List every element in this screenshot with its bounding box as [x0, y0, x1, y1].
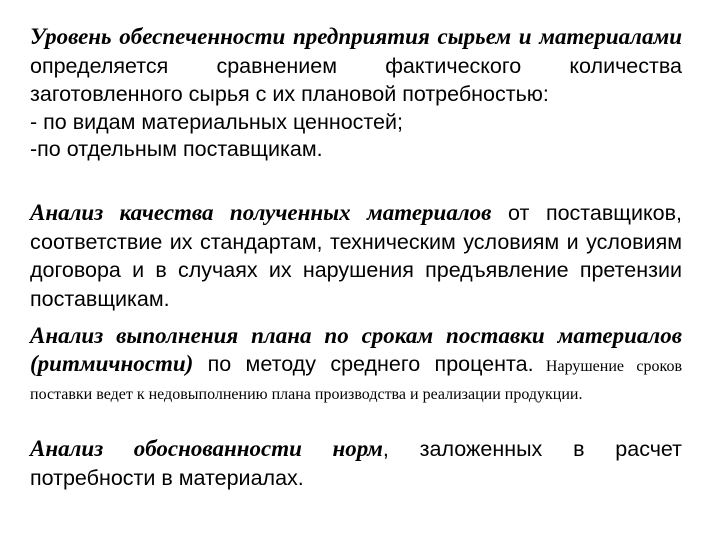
paragraph-lead: Анализ качества полученных материалов	[30, 200, 492, 225]
paragraph-body: по методу среднего процента.	[193, 351, 534, 376]
paragraph-lead: Анализ обоснованности норм	[30, 436, 383, 461]
list-item: -по отдельным поставщикам.	[30, 137, 323, 161]
paragraph-quality-analysis	[30, 199, 682, 313]
paragraph-body: определяется сравнением фактического количества заготовленного сырья с их плановой потребностью:	[30, 53, 682, 106]
paragraph-note: Нарушение сроков поставки ведет к недовыполнению плана производства и реализации продукции.	[30, 357, 682, 403]
paragraph-supply-level	[30, 23, 682, 164]
paragraph-delivery-plan	[30, 322, 682, 406]
paragraph-body: , заложенных в расчет потребности в материалах.	[30, 437, 682, 490]
paragraph-lead: Уровень обеспеченности предприятия сырьем и материалами	[30, 24, 682, 49]
paragraph-lead: Анализ выполнения плана по срокам поставки материалов (ритмичности)	[30, 323, 682, 376]
paragraph-body: от поставщиков, соответствие их стандартам, техническим условиям и условиям договора и в случаях их нарушения предъявление претензии поставщикам.	[30, 201, 682, 311]
paragraph-norms-analysis	[30, 435, 682, 492]
list-item: - по видам материальных ценностей;	[30, 109, 403, 134]
